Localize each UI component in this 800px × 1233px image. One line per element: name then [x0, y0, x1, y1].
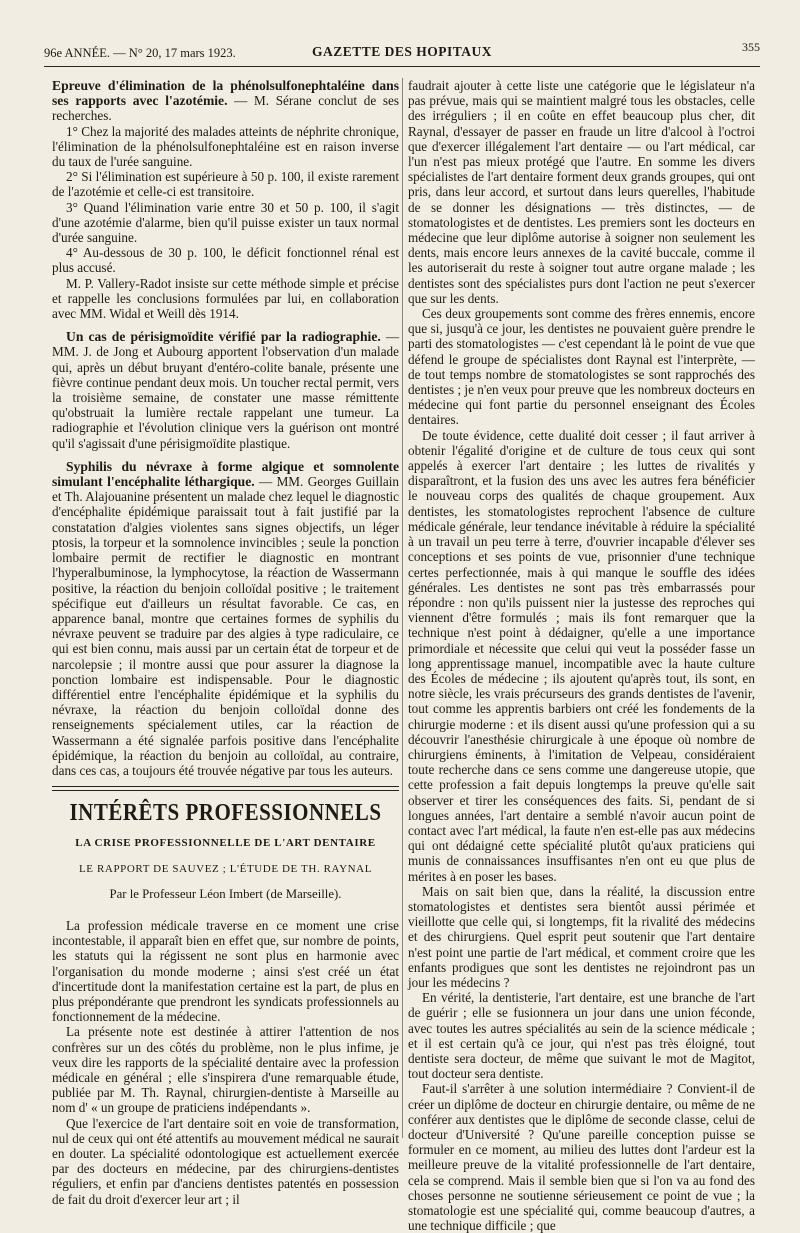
journal-title: GAZETTE DES HOPITAUX: [311, 44, 493, 59]
s1-comment: M. P. Vallery-Radot insiste sur cette méthode simple et précise et rappelle les conclusions formulées par lui, en collaboration avec MM. Widal et Weill dès 1914.: [52, 275, 399, 322]
article-para-continued: faudrait ajouter à cette liste une catégorie que le législateur n'a pas prévue, mais qui se maintient malgré tous les obstacles, celle des irréguliers ; il en coûte en effet beaucoup plus cher, dit Raynal, d'essayer de passer en fraude un litre d'alcool à l'octroi que d'exercer illégalement l'art dentaire — ou l'art médical, car l'un n'est pas mieux protégé que l'autre. En somme les divers spécialistes de l'art dentaire forment deux grands groupes, qui ont pris, dans leur accord, et surtout dans leurs querelles, l'habitude de se donner les désignations — très distinctes, — de stomatologistes et de dentistes. Les premiers sont les docteurs en médecine que leur diplôme autorise à soigner non seulement les dents, mais encore leurs annexes de la cavité buccale, comme il les autoriserait du reste à soigner tout autre organe malade ; les dentistes sont des spécialistes purs dont l'action ne peut s'exercer que sur les dents.: [408, 78, 755, 306]
column-divider: [402, 78, 403, 1138]
s1-point-1: 1° Chez la majorité des malades atteints de néphrite chronique, l'élimination de la phénolsulfonephtaléine est en raison inverse du taux de l'urée sanguine.: [52, 123, 399, 170]
article-para-6: Mais on sait bien que, dans la réalité, la discussion entre stomatologistes et dentistes sera bientôt aussi périmée et vieillotte que celle qui, si longtemps, fit la rivalité des médecins et des chirurgiens. Quel esprit peut soutenir que l'art dentaire n'est point une partie de l'art médical, et comment croire que les enfants prodigues que sont les dentistes ne rejoindront pas un jour les médecins ?: [408, 883, 755, 990]
issue-info: 96e ANNÉE. — N° 20, 17 mars 1923.: [44, 46, 236, 60]
s3-title: Syphilis du névraxe à forme algique et somnolente simulant l'encéphalite léthargique.: [52, 458, 399, 490]
spacer: [52, 451, 399, 459]
article-para-3: Que l'exercice de l'art dentaire soit en voie de transformation, nul de ceux qui ont été attentifs au mouvement médical ne saurait en douter. La spécialité odontologique est actuellement exercée par des docteurs en médecine, par des chirurgiens-dentistes réguliers, et enfin par d'anciens dentistes patentés en possession de fait du droit d'exercer leur art ; il: [52, 1115, 399, 1207]
section-double-rule: [52, 786, 399, 791]
s2-title: Un cas de périsigmoïdite vérifié par la radiographie.: [66, 329, 381, 345]
article-para-8: Faut-il s'arrêter à une solution intermédiaire ? Convient-il de créer un diplôme de docteur en chirurgie dentaire, ou même de ne conférer aux dentistes que le diplôme de seconde classe, celui de docteur d'Université ? Qu'une pareille conception puisse se formuler en ce moment, au milieu des luttes dont l'ardeur est la meilleure preuve de la vitalité professionnelle de l'art dentaire, cela se comprend. Mais il semble bien que si l'on va au fond des choses personne ne soutienne sérieusement ce point de vue ; la stomatologie est une spécialité qui, comme beaucoup d'autres, a une technique difficile ; que: [408, 1081, 755, 1233]
s1-point-4: 4° Au-dessous de 30 p. 100, le déficit fonctionnel rénal est plus accusé.: [52, 245, 399, 276]
article-para-5: De toute évidence, cette dualité doit cesser ; il faut arriver à obtenir l'égalité d'origine et de culture de tous ceux qui sont appelés à exercer l'art dentaire ; les luttes de rivalités y disparaîtront, et la fusion des uns avec les autres fera bénéficier le nouveau corps des qualités de chaque groupement. Aux dentistes, les stomatologistes reprochent l'absence de culture médicale générale, leur tendance inévitable à réduire la spécialité à un travail un peu terre à terre, d'ouvrier incapable d'élever ses conceptions et ses points de vue, prisonnier d'une technique certes perfectionnée, mais à qui manque le souffle des idées générales. Les dentistes ne sont pas très embarrassés pour répondre : non qu'ils puissent nier la justesse des reproches qui viennent d'être formulés ; mais ils font remarquer que la technique n'est point à dédaigner, qu'elle a une importance primordiale et nécessite que celui qui veut la posséder fasse un long apprentissage manuel, incompatible avec la haute culture des Écoles de médecine ; ils ajoutent qu'après tout, ils sont, en notre siècle, les vrais précurseurs des grands dentistes de l'avenir, tout comme les apprentis barbiers ont créé les fondements de la chirurgie moderne : et ils disent aussi qu'une profession qui a su découvrir l'anesthésie chirurgicale à une époque où nombre de chirurgiens éminents, à l'imitation de Velpeau, considéraient toute recherche dans ce sens comme une dangereuse utopie, que cette profession a fait depuis longtemps la preuve qu'elle sait observer et tirer les conséquences des faits. Si, pendant de si longues années, l'art dentaire a semblé n'avoir aucun point de contact avec l'art médical, la faute n'en est-elle pas aux médecins qui ont dédaigné cette spécialité plutôt qu'aux praticiens qui munis de connaissances insuffisantes n'en ont eu que plus de mérites à en poser les bases.: [408, 427, 755, 884]
article-title: LA CRISE PROFESSIONNELLE DE L'ART DENTAIRE: [75, 837, 376, 850]
header-rule: [44, 66, 760, 67]
spacer: [52, 321, 399, 329]
s2-text: — MM. J. de Jong et Aubourg apportent l'observation d'un malade qui, après un début bruyant d'entéro-colite banale, présente une fièvre continue pendant deux mois. Un toucher rectal permit, vers la troisième semaine, de constater une masse rémittente qu'obstruait la lumière rectale rappelant une tumeur. La radiographie et l'évolution clinique vers la guérison ont montré qu'il s'agissait d'une périsigmoïdite plastique.: [52, 329, 400, 451]
article-subtitle: LE RAPPORT DE SAUVEZ ; L'ÉTUDE DE TH. RAYNAL: [78, 862, 373, 875]
left-column: [52, 78, 400, 1207]
right-column: [408, 78, 755, 1233]
s2-para: [52, 329, 399, 451]
running-header: [44, 40, 760, 62]
s3-para: [52, 459, 399, 778]
article-byline: Par le Professeur Léon Imbert (de Marseille).: [109, 886, 342, 901]
article-para-1: La profession médicale traverse en ce moment une crise incontestable, il apparaît bien en effet que, sur nombre de points, les statuts qui la régissent ne sont plus en harmonie avec l'organisation du monde moderne ; ainsi s'est créé un état d'incertitude dont la manifestation certaine est la part, de plus en plus prépondérante que prendront les syndicats professionnels au fonctionnement de la médecine.: [52, 917, 399, 1025]
s1-intro: — M. Sérane conclut de ses recherches.: [52, 93, 399, 124]
s1-point-3: 3° Quand l'élimination varie entre 30 et 50 p. 100, il s'agit d'une azotémie d'alarme, bien qu'il puisse exister un taux normal d'urée sanguine.: [52, 199, 399, 246]
section-title: INTÉRÊTS PROFESSIONNELS: [69, 798, 382, 826]
s1-point-2: 2° Si l'élimination est supérieure à 50 p. 100, il existe rarement de l'azotémie et celle-ci est transitoire.: [52, 169, 399, 200]
s1-heading-para: [52, 78, 399, 124]
s1-title: Epreuve d'élimination de la phénolsulfonephtaléine dans ses rapports avec l'azotémie.: [52, 78, 399, 109]
page-number: 355: [742, 40, 760, 54]
article-para-2: La présente note est destinée à attirer l'attention de nos confrères sur un des côtés du problème, non le plus infime, je veux dire les rapports de la spécialité dentaire avec la profession médicale en général ; elle s'inspirera d'une remarquable étude, publiée par M. Th. Raynal, chirurgien-dentiste à Marseille au nom d' « un groupe de praticiens indépendants ».: [52, 1024, 399, 1116]
article-para-4: Ces deux groupements sont comme des frères ennemis, encore que si, jusqu'à ce jour, les dentistes ne pouvaient guère prendre le parti des stomatologistes — c'est cependant là le point de vue que défend le groupe de spécialistes dont Raynal est l'interprète, — de tout temps nombre de stomatologistes se sont rapprochés des dentistes ; je n'en veux pour preuve que les nombreux docteurs en médecine qui font partie du personnel enseignant des Écoles dentaires.: [408, 306, 755, 428]
article-para-7: En vérité, la dentisterie, l'art dentaire, est une branche de l'art de guérir ; elle se fusionnera un jour dans une union féconde, avec toutes les autres spécialités au sein de la science médicale ; et il est certain qu'à ce jour, qui n'est pas très éloigné, tout dentiste sera docteur, de même que suivant le mot de Magitot, tout docteur sera dentiste.: [408, 990, 755, 1082]
s3-text: — MM. Georges Guillain et Th. Alajouanine présentent un malade chez lequel le diagnostic d'encéphalite épidémique paraissait tout à fait justifié par la constatation d'algies violentes sans signes objectifs, un léger ptosis, la torpeur et la somnolence invincibles ; seule la ponction lombaire permit de rectifier le diagnostic en montrant l'hyperalbuminose, la lymphocytose, la réaction de Wassermann positive, la réaction du benjoin colloïdal positive ; le traitement spécifique eut d'ailleurs un résultat favorable. Ce cas, en apparence banal, montre que certaines formes de syphilis du névraxe peuvent se traduire par des algies à type radiculaire, ce qui est bien connu, mais aussi par un certain état de torpeur et de narcolepsie ; il montre aussi que pour assurer la diagnose la ponction lombaire est indispensable. Pour le diagnostic différentiel entre l'encéphalite épidémique et la syphilis du névraxe, la réaction du benjoin colloïdal donne des renseignements spécialement utiles, car la réaction de Wassermann a été signalée parfois positive dans l'encéphalite épidémique, la réaction du benjoin au colloïdal, au contraire, dans ces cas, a toujours été trouvée négative par tous les auteurs.: [52, 474, 399, 778]
